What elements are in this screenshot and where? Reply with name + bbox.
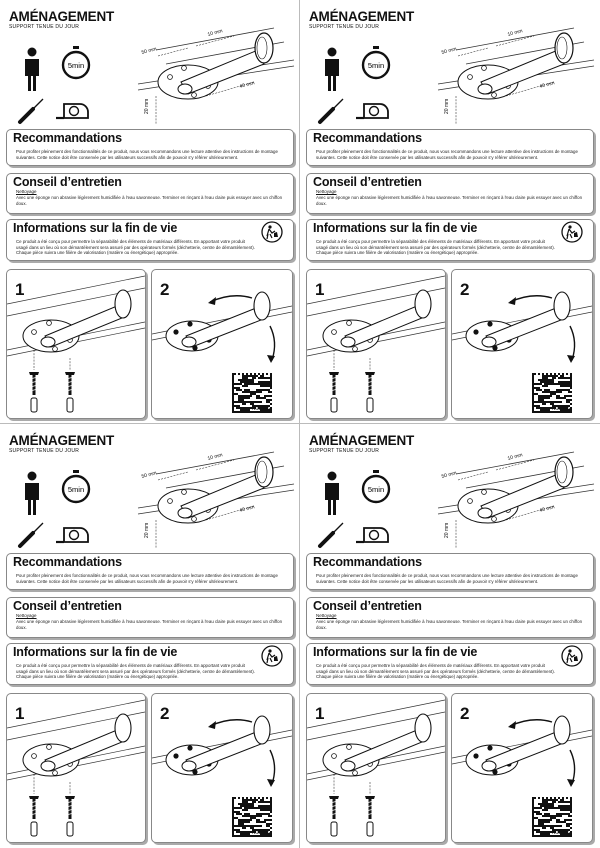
dimension-label-40: 40 mm <box>538 80 556 90</box>
fin-de-vie-title: Informations sur la fin de vie <box>313 221 478 235</box>
entretien-title: Conseil d’entretien <box>313 599 422 613</box>
fin-de-vie-text: Ce produit a été conçu pour permettre la séparabilité des éléments de matériaux différents. En apportant votre produit usagé dans un lieu où son démantèlement sera assuré par des opérateurs formés (déchetterie, centre de démantèlement). Chaque pièce suivra une filière de valorisation (matière ou énergétique) appropriée. <box>316 663 555 680</box>
entretien-text: Avec une éponge non abrasive légèrement humidifiée à l'eau savonneuse. Terminer en rinçant à l'eau claire puis essuyer avec un chiffon doux. <box>16 195 283 206</box>
dimension-label-40: 40 mm <box>238 80 256 90</box>
wall-plug-icon <box>367 398 373 412</box>
screw-icon <box>365 372 375 395</box>
screw-icon <box>29 372 39 395</box>
stopwatch-icon <box>63 46 89 78</box>
screwdriver-icon <box>320 99 343 122</box>
entretien-text: Avec une éponge non abrasive légèrement humidifiée à l'eau savonneuse. Terminer en rinçant à l'eau claire puis essuyer avec un chiffon doux. <box>316 619 583 630</box>
step-2-number: 2 <box>460 280 470 299</box>
dimension-label-50: 50 mm <box>140 46 158 56</box>
page-subtitle: SUPPORT TENUE DU JOUR <box>9 24 80 30</box>
dimension-label-50: 50 mm <box>440 470 458 480</box>
stopwatch-icon <box>63 470 89 502</box>
recycle-person-icon <box>261 645 283 667</box>
recycle-person-icon <box>561 645 583 667</box>
recommandations-section <box>6 553 294 590</box>
screwdriver-icon <box>320 523 343 546</box>
wall-plug-icon <box>331 398 337 412</box>
screw-icon <box>329 796 339 819</box>
page-title: AMÉNAGEMENT <box>9 9 115 24</box>
entretien-text: Avec une éponge non abrasive légèrement humidifiée à l'eau savonneuse. Terminer en rinçant à l'eau claire puis essuyer avec un chiffon doux. <box>316 195 583 206</box>
instruction-copy-4 <box>300 424 598 846</box>
wall-plug-icon <box>331 822 337 836</box>
tape-measure-icon <box>56 104 88 118</box>
product-reference: N1849S <box>552 406 571 412</box>
product-reference: N1849S <box>552 830 571 836</box>
dimension-label-20: 20 mm <box>444 522 450 538</box>
entretien-section <box>306 173 594 214</box>
requirements-icons <box>306 464 402 552</box>
page-title: AMÉNAGEMENT <box>309 433 415 448</box>
entretien-title: Conseil d’entretien <box>13 599 122 613</box>
fin-de-vie-title: Informations sur la fin de vie <box>13 645 178 659</box>
fin-de-vie-text: Ce produit a été conçu pour permettre la séparabilité des éléments de matériaux différents. En apportant votre produit usagé dans un lieu où son démantèlement sera assuré par des opérateurs formés (déchetterie, centre de démantèlement). Chaque pièce suivra une filière de valorisation (matière ou énergétique) appropriée. <box>16 663 255 680</box>
person-icon <box>25 48 39 92</box>
fin-de-vie-title: Informations sur la fin de vie <box>13 221 178 235</box>
page-subtitle: SUPPORT TENUE DU JOUR <box>9 448 80 454</box>
page-title: AMÉNAGEMENT <box>9 433 115 448</box>
entretien-lead: Nettoyage <box>316 613 337 618</box>
fin-de-vie-section <box>306 643 594 685</box>
tape-measure-icon <box>356 528 388 542</box>
entretien-title: Conseil d’entretien <box>13 175 122 189</box>
screw-icon <box>65 372 75 395</box>
entretien-text: Avec une éponge non abrasive légèrement humidifiée à l'eau savonneuse. Terminer en rinçant à l'eau claire puis essuyer avec un chiffon doux. <box>16 619 283 630</box>
fin-de-vie-section <box>6 643 294 685</box>
step-1-panel <box>6 269 146 419</box>
page-subtitle: SUPPORT TENUE DU JOUR <box>309 448 380 454</box>
dimension-label-50: 50 mm <box>440 46 458 56</box>
time-label: 5min <box>67 485 85 494</box>
product-reference: N1849S <box>252 830 271 836</box>
recommandations-text: Pour profiter pleinement des fonctionnalités de ce produit, nous vous recommandons une lecture attentive des instructions de montage suivantes. Cette notice doit être conservée par les utilisateurs successifs afin de pouvoir s'y référer ultérieurement. <box>16 149 278 160</box>
step-2-number: 2 <box>160 280 170 299</box>
page-subtitle: SUPPORT TENUE DU JOUR <box>309 24 380 30</box>
entretien-lead: Nettoyage <box>16 613 37 618</box>
step-1-panel <box>306 693 446 843</box>
entretien-section <box>6 173 294 214</box>
step-1-illustration <box>7 270 145 418</box>
product-dimension-drawing <box>436 24 596 130</box>
entretien-section <box>6 597 294 638</box>
dimension-label-20: 20 mm <box>144 522 150 538</box>
screwdriver-icon <box>20 99 43 122</box>
recycle-person-icon <box>261 221 283 243</box>
step-1-illustration <box>7 694 145 842</box>
screw-icon <box>329 372 339 395</box>
recommandations-section <box>306 553 594 590</box>
screw-icon <box>29 796 39 819</box>
step-1-panel <box>6 693 146 843</box>
wall-plug-icon <box>31 822 37 836</box>
step-1-number: 1 <box>15 280 25 299</box>
fin-de-vie-text: Ce produit a été conçu pour permettre la séparabilité des éléments de matériaux différents. En apportant votre produit usagé dans un lieu où son démantèlement sera assuré par des opérateurs formés (déchetterie, centre de démantèlement). Chaque pièce suivra une filière de valorisation (matière ou énergétique) appropriée. <box>16 239 255 256</box>
stopwatch-icon <box>363 470 389 502</box>
person-icon <box>325 48 339 92</box>
recommandations-section <box>6 129 294 166</box>
recommandations-title: Recommandations <box>313 555 422 569</box>
product-dimension-drawing <box>136 24 296 130</box>
time-label: 5min <box>367 485 385 494</box>
dimension-label-10: 10 mm <box>206 28 224 38</box>
dimension-label-20: 20 mm <box>144 98 150 114</box>
product-dimension-drawing <box>136 448 296 554</box>
person-icon <box>25 472 39 516</box>
recommandations-section <box>306 129 594 166</box>
recycle-person-icon <box>561 221 583 243</box>
dimension-label-50: 50 mm <box>140 470 158 480</box>
recommandations-text: Pour profiter pleinement des fonctionnalités de ce produit, nous vous recommandons une lecture attentive des instructions de montage suivantes. Cette notice doit être conservée par les utilisateurs successifs afin de pouvoir s'y référer ultérieurement. <box>316 149 578 160</box>
step-1-number: 1 <box>315 704 325 723</box>
step-1-number: 1 <box>15 704 25 723</box>
time-label: 5min <box>367 61 385 70</box>
recommandations-title: Recommandations <box>313 131 422 145</box>
fin-de-vie-section <box>6 219 294 261</box>
screw-icon <box>65 796 75 819</box>
entretien-section <box>306 597 594 638</box>
recommandations-title: Recommandations <box>13 555 122 569</box>
screw-icon <box>365 796 375 819</box>
step-1-illustration <box>307 270 445 418</box>
time-label: 5min <box>67 61 85 70</box>
dimension-label-40: 40 mm <box>538 504 556 514</box>
requirements-icons <box>6 40 102 128</box>
step-2-number: 2 <box>160 704 170 723</box>
wall-plug-icon <box>31 398 37 412</box>
step-1-number: 1 <box>315 280 325 299</box>
instruction-copy-3 <box>0 424 298 846</box>
fin-de-vie-text: Ce produit a été conçu pour permettre la séparabilité des éléments de matériaux différents. En apportant votre produit usagé dans un lieu où son démantèlement sera assuré par des opérateurs formés (déchetterie, centre de démantèlement). Chaque pièce suivra une filière de valorisation (matière ou énergétique) appropriée. <box>316 239 555 256</box>
entretien-lead: Nettoyage <box>316 189 337 194</box>
wall-plug-icon <box>67 398 73 412</box>
recommandations-text: Pour profiter pleinement des fonctionnalités de ce produit, nous vous recommandons une lecture attentive des instructions de montage suivantes. Cette notice doit être conservée par les utilisateurs successifs afin de pouvoir s'y référer ultérieurement. <box>16 573 278 584</box>
tape-measure-icon <box>356 104 388 118</box>
entretien-lead: Nettoyage <box>16 189 37 194</box>
person-icon <box>325 472 339 516</box>
dimension-label-10: 10 mm <box>206 452 224 462</box>
step-1-panel <box>306 269 446 419</box>
requirements-icons <box>306 40 402 128</box>
product-dimension-drawing <box>436 448 596 554</box>
dimension-label-40: 40 mm <box>238 504 256 514</box>
instruction-copy-2 <box>300 0 598 422</box>
tape-measure-icon <box>56 528 88 542</box>
dimension-label-20: 20 mm <box>444 98 450 114</box>
wall-plug-icon <box>67 822 73 836</box>
requirements-icons <box>6 464 102 552</box>
step-1-illustration <box>307 694 445 842</box>
product-reference: N1849S <box>252 406 271 412</box>
instruction-copy-1 <box>0 0 298 422</box>
fin-de-vie-title: Informations sur la fin de vie <box>313 645 478 659</box>
recommandations-text: Pour profiter pleinement des fonctionnalités de ce produit, nous vous recommandons une lecture attentive des instructions de montage suivantes. Cette notice doit être conservée par les utilisateurs successifs afin de pouvoir s'y référer ultérieurement. <box>316 573 578 584</box>
stopwatch-icon <box>363 46 389 78</box>
fin-de-vie-section <box>306 219 594 261</box>
wall-plug-icon <box>367 822 373 836</box>
page-title: AMÉNAGEMENT <box>309 9 415 24</box>
screwdriver-icon <box>20 523 43 546</box>
recommandations-title: Recommandations <box>13 131 122 145</box>
entretien-title: Conseil d’entretien <box>313 175 422 189</box>
step-2-number: 2 <box>460 704 470 723</box>
dimension-label-10: 10 mm <box>506 452 524 462</box>
dimension-label-10: 10 mm <box>506 28 524 38</box>
